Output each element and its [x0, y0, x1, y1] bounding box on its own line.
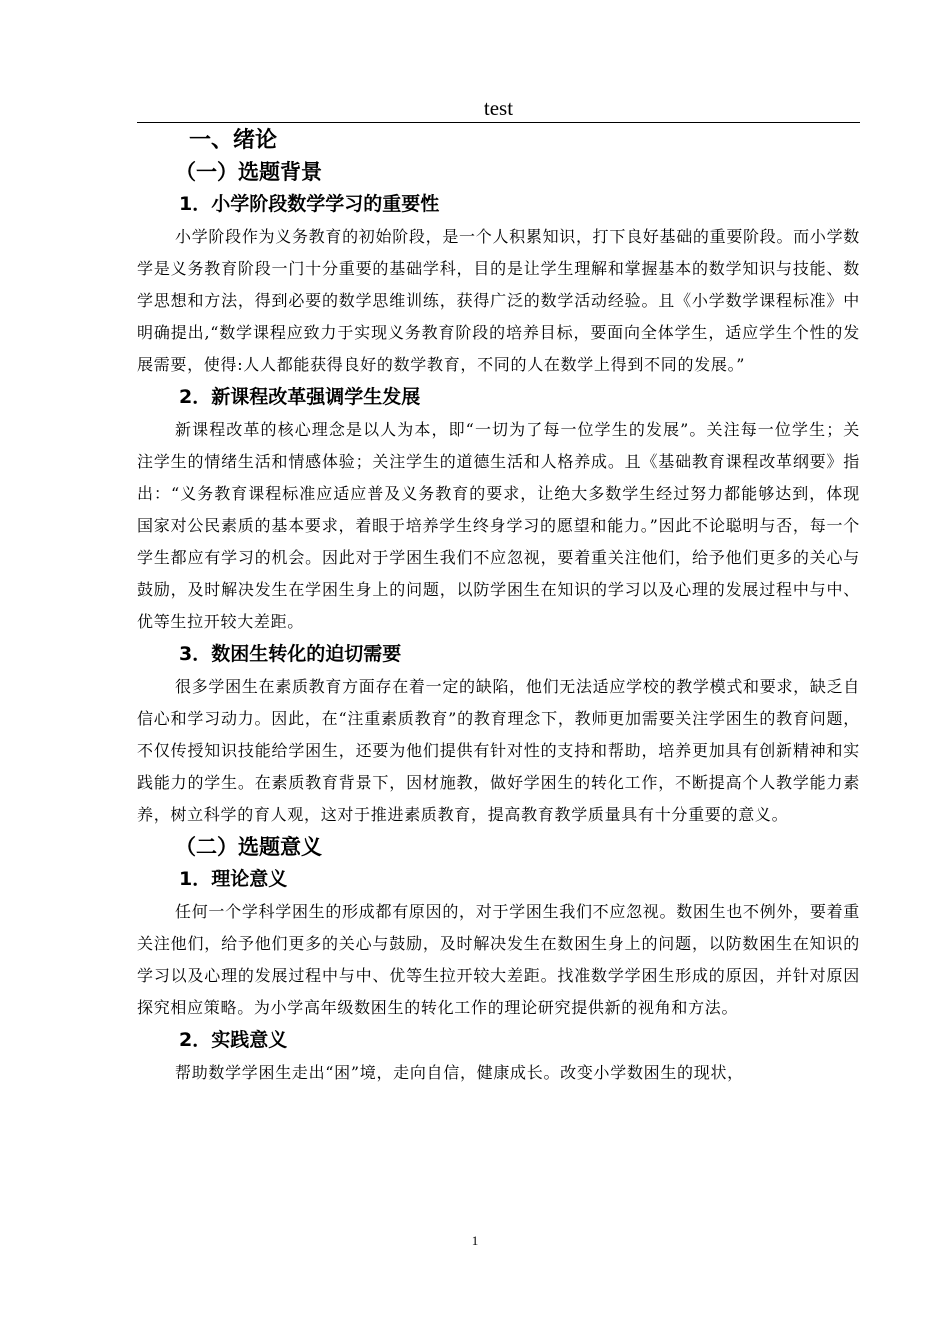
- paragraph-theory: 任何一个学科学困生的形成都有原因的，对于学困生我们不应忽视。数困生也不例外，要着重关注他们，给予他们更多的关心与鼓励，及时解决发生在数困生身上的问题，以防数困生在知识的学习以及心理的发展过程中与中、优等生拉开较大差距。找准数学学困生形成的原因，并针对原因探究相应策略。为小学高年级数困生的转化工作的理论研究提供新的视角和方法。: [137, 902, 860, 1017]
- section-heading-background: （一）选题背景: [175, 160, 322, 184]
- subsection-heading-importance: 1．小学阶段数学学习的重要性: [179, 193, 440, 215]
- page-content: [137, 126, 860, 1089]
- chapter-heading: 一、绪论: [189, 128, 278, 153]
- paragraph-urgency: 很多学困生在素质教育方面存在着一定的缺陷，他们无法适应学校的教学模式和要求，缺乏自信心和学习动力。因此，在“注重素质教育”的教育理念下，教师更加需要关注学困生的教育问题，不仅传授知识技能给学困生，还要为他们提供有针对性的支持和帮助，培养更加具有创新精神和实践能力的学生。在素质教育背景下，因材施教，做好学困生的转化工作，不断提高个人教学能力素养，树立科学的育人观，这对于推进素质教育，提高教育教学质量具有十分重要的意义。: [137, 677, 860, 824]
- paragraph-reform: 新课程改革的核心理念是以人为本，即“一切为了每一位学生的发展”。关注每一位学生；关注学生的情绪生活和情感体验；关注学生的道德生活和人格养成。且《基础教育课程改革纲要》指出：“义务教育课程标准应适应普及义务教育的要求，让绝大多数学生经过努力都能够达到，体现国家对公民素质的基本要求，着眼于培养学生终身学习的愿望和能力。”因此不论聪明与否，每一个学生都应有学习的机会。因此对于学困生我们不应忽视，要着重关注他们，给予他们更多的关心与鼓励，及时解决发生在学困生身上的问题，以防学困生在知识的学习以及心理的发展过程中与中、优等生拉开较大差距。: [137, 420, 860, 631]
- header-rule: [137, 122, 860, 123]
- subsection-heading-practice: 2．实践意义: [179, 1029, 288, 1051]
- subsection-heading-theory: 1．理论意义: [179, 868, 288, 890]
- subsection-heading-reform: 2．新课程改革强调学生发展: [179, 386, 421, 408]
- section-heading-significance: （二）选题意义: [175, 835, 322, 859]
- paragraph-practice: 帮助数学学困生走出“困”境，走向自信，健康成长。改变小学数困生的现状，: [175, 1063, 744, 1082]
- page-number: 1: [471, 1233, 479, 1248]
- subsection-heading-urgency: 3．数困生转化的迫切需要: [179, 643, 402, 665]
- paragraph-importance: 小学阶段作为义务教育的初始阶段，是一个人积累知识，打下良好基础的重要阶段。而小学数学是义务教育阶段一门十分重要的基础学科，目的是让学生理解和掌握基本的数学知识与技能、数学思想和方法，得到必要的数学思维训练，获得广泛的数学活动经验。且《小学数学课程标准》中明确提出,“数学课程应致力于实现义务教育阶段的培养目标，要面向全体学生，适应学生个性的发展需要，使得:人人都能获得良好的数学教育，不同的人在数学上得到不同的发展。”: [137, 227, 860, 374]
- page-header: test: [483, 96, 514, 120]
